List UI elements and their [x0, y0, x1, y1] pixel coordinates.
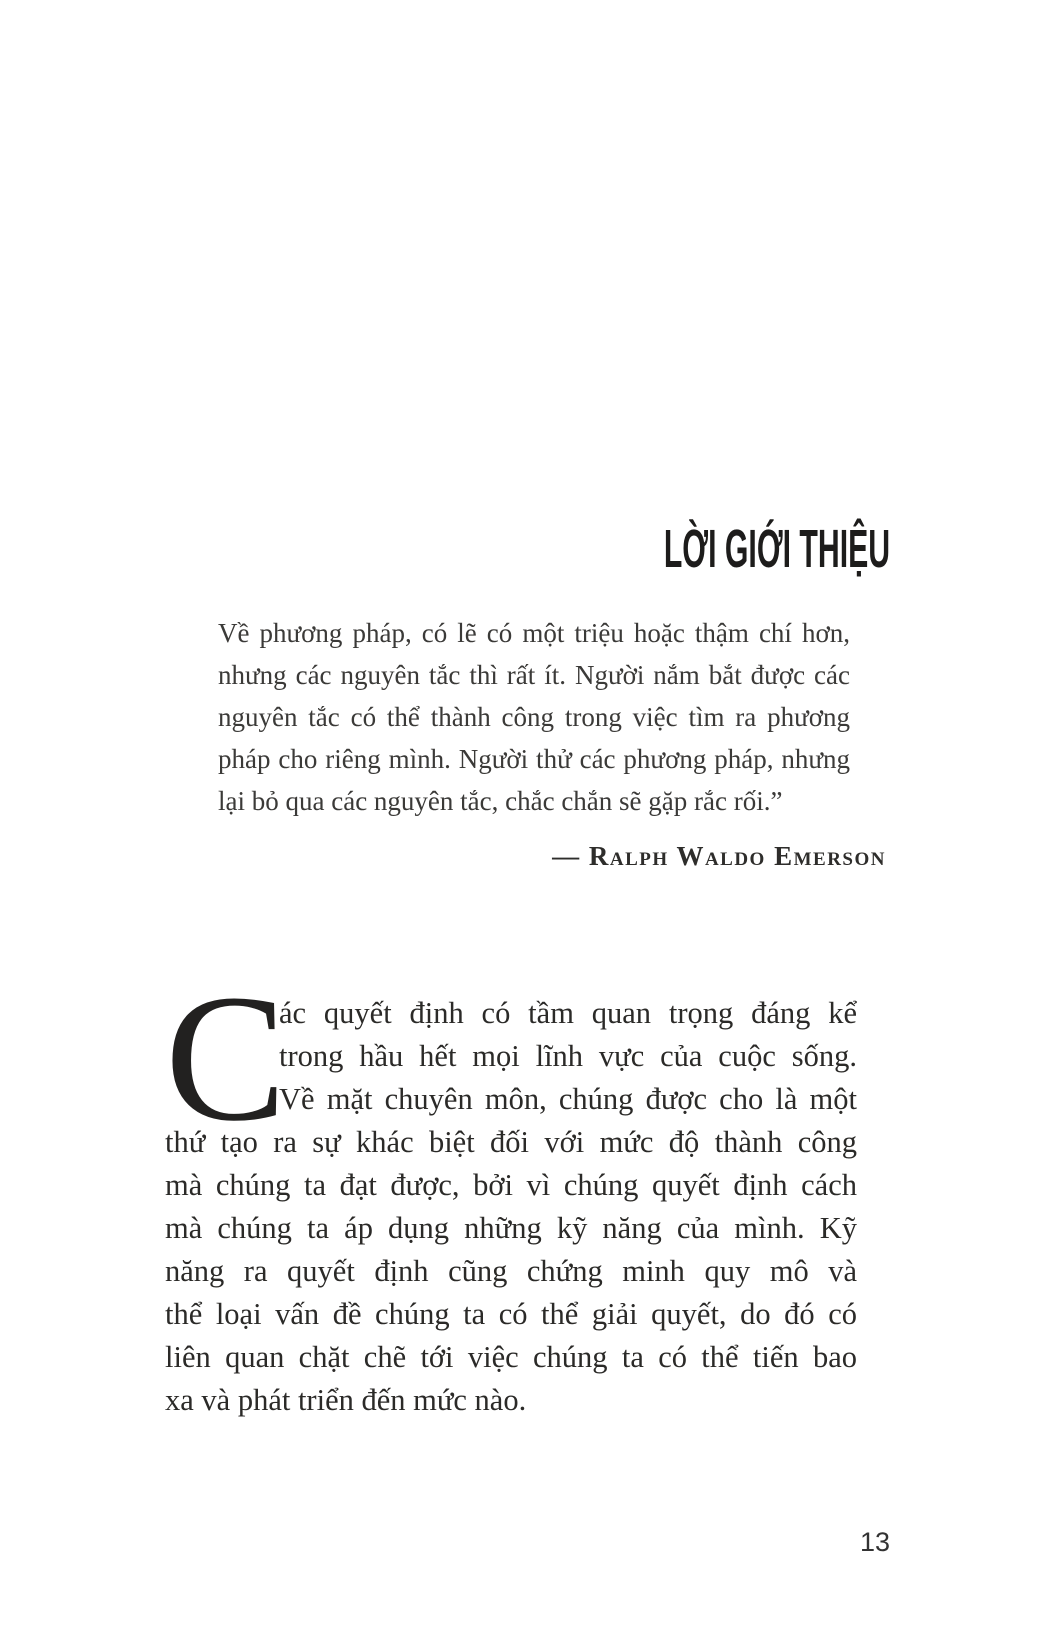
page-number: 13 — [859, 1527, 890, 1557]
text-line: mà chúng ta đạt được, bởi vì chúng quyết định cách — [165, 1168, 857, 1202]
text-line: Về mặt chuyên môn, chúng được cho là một — [279, 1082, 857, 1116]
text-line: trong hầu hết mọi lĩnh vực của cuộc sống. — [279, 1039, 857, 1073]
text-line: ác quyết định có tầm quan trọng đáng kể — [279, 996, 857, 1030]
text-line: nhưng các nguyên tắc thì rất ít. Người nắm bắt được các — [218, 660, 850, 690]
epigraph-quote — [218, 612, 850, 822]
drop-cap: C — [165, 958, 287, 1159]
body-paragraph — [165, 958, 857, 1422]
text-line: pháp cho riêng mình. Người thử các phương pháp, nhưng — [218, 744, 850, 774]
text-line: mà chúng ta áp dụng những kỹ năng của mình. Kỹ — [165, 1211, 857, 1245]
text-line: xa và phát triển đến mức nào. — [165, 1383, 527, 1417]
text-line: lại bỏ qua các nguyên tắc, chắc chắn sẽ gặp rắc rối.” — [218, 786, 783, 816]
chapter-title: LỜI GIỚI THIỆU — [663, 519, 890, 580]
text-line: thể loại vấn đề chúng ta có thể giải quyết, do đó có — [165, 1297, 857, 1331]
epigraph-quote-lines — [218, 612, 850, 822]
text-line: Về phương pháp, có lẽ có một triệu hoặc thậm chí hơn, — [218, 618, 850, 648]
text-line: thứ tạo ra sự khác biệt đối với mức độ thành công — [165, 1125, 857, 1159]
text-line: năng ra quyết định cũng chứng minh quy mô và — [165, 1254, 857, 1288]
text-line: liên quan chặt chẽ tới việc chúng ta có thể tiến bao — [165, 1340, 857, 1374]
text-line: nguyên tắc có thể thành công trong việc tìm ra phương — [218, 702, 850, 732]
quote-attribution: — Ralph Waldo Emerson — [552, 841, 886, 871]
